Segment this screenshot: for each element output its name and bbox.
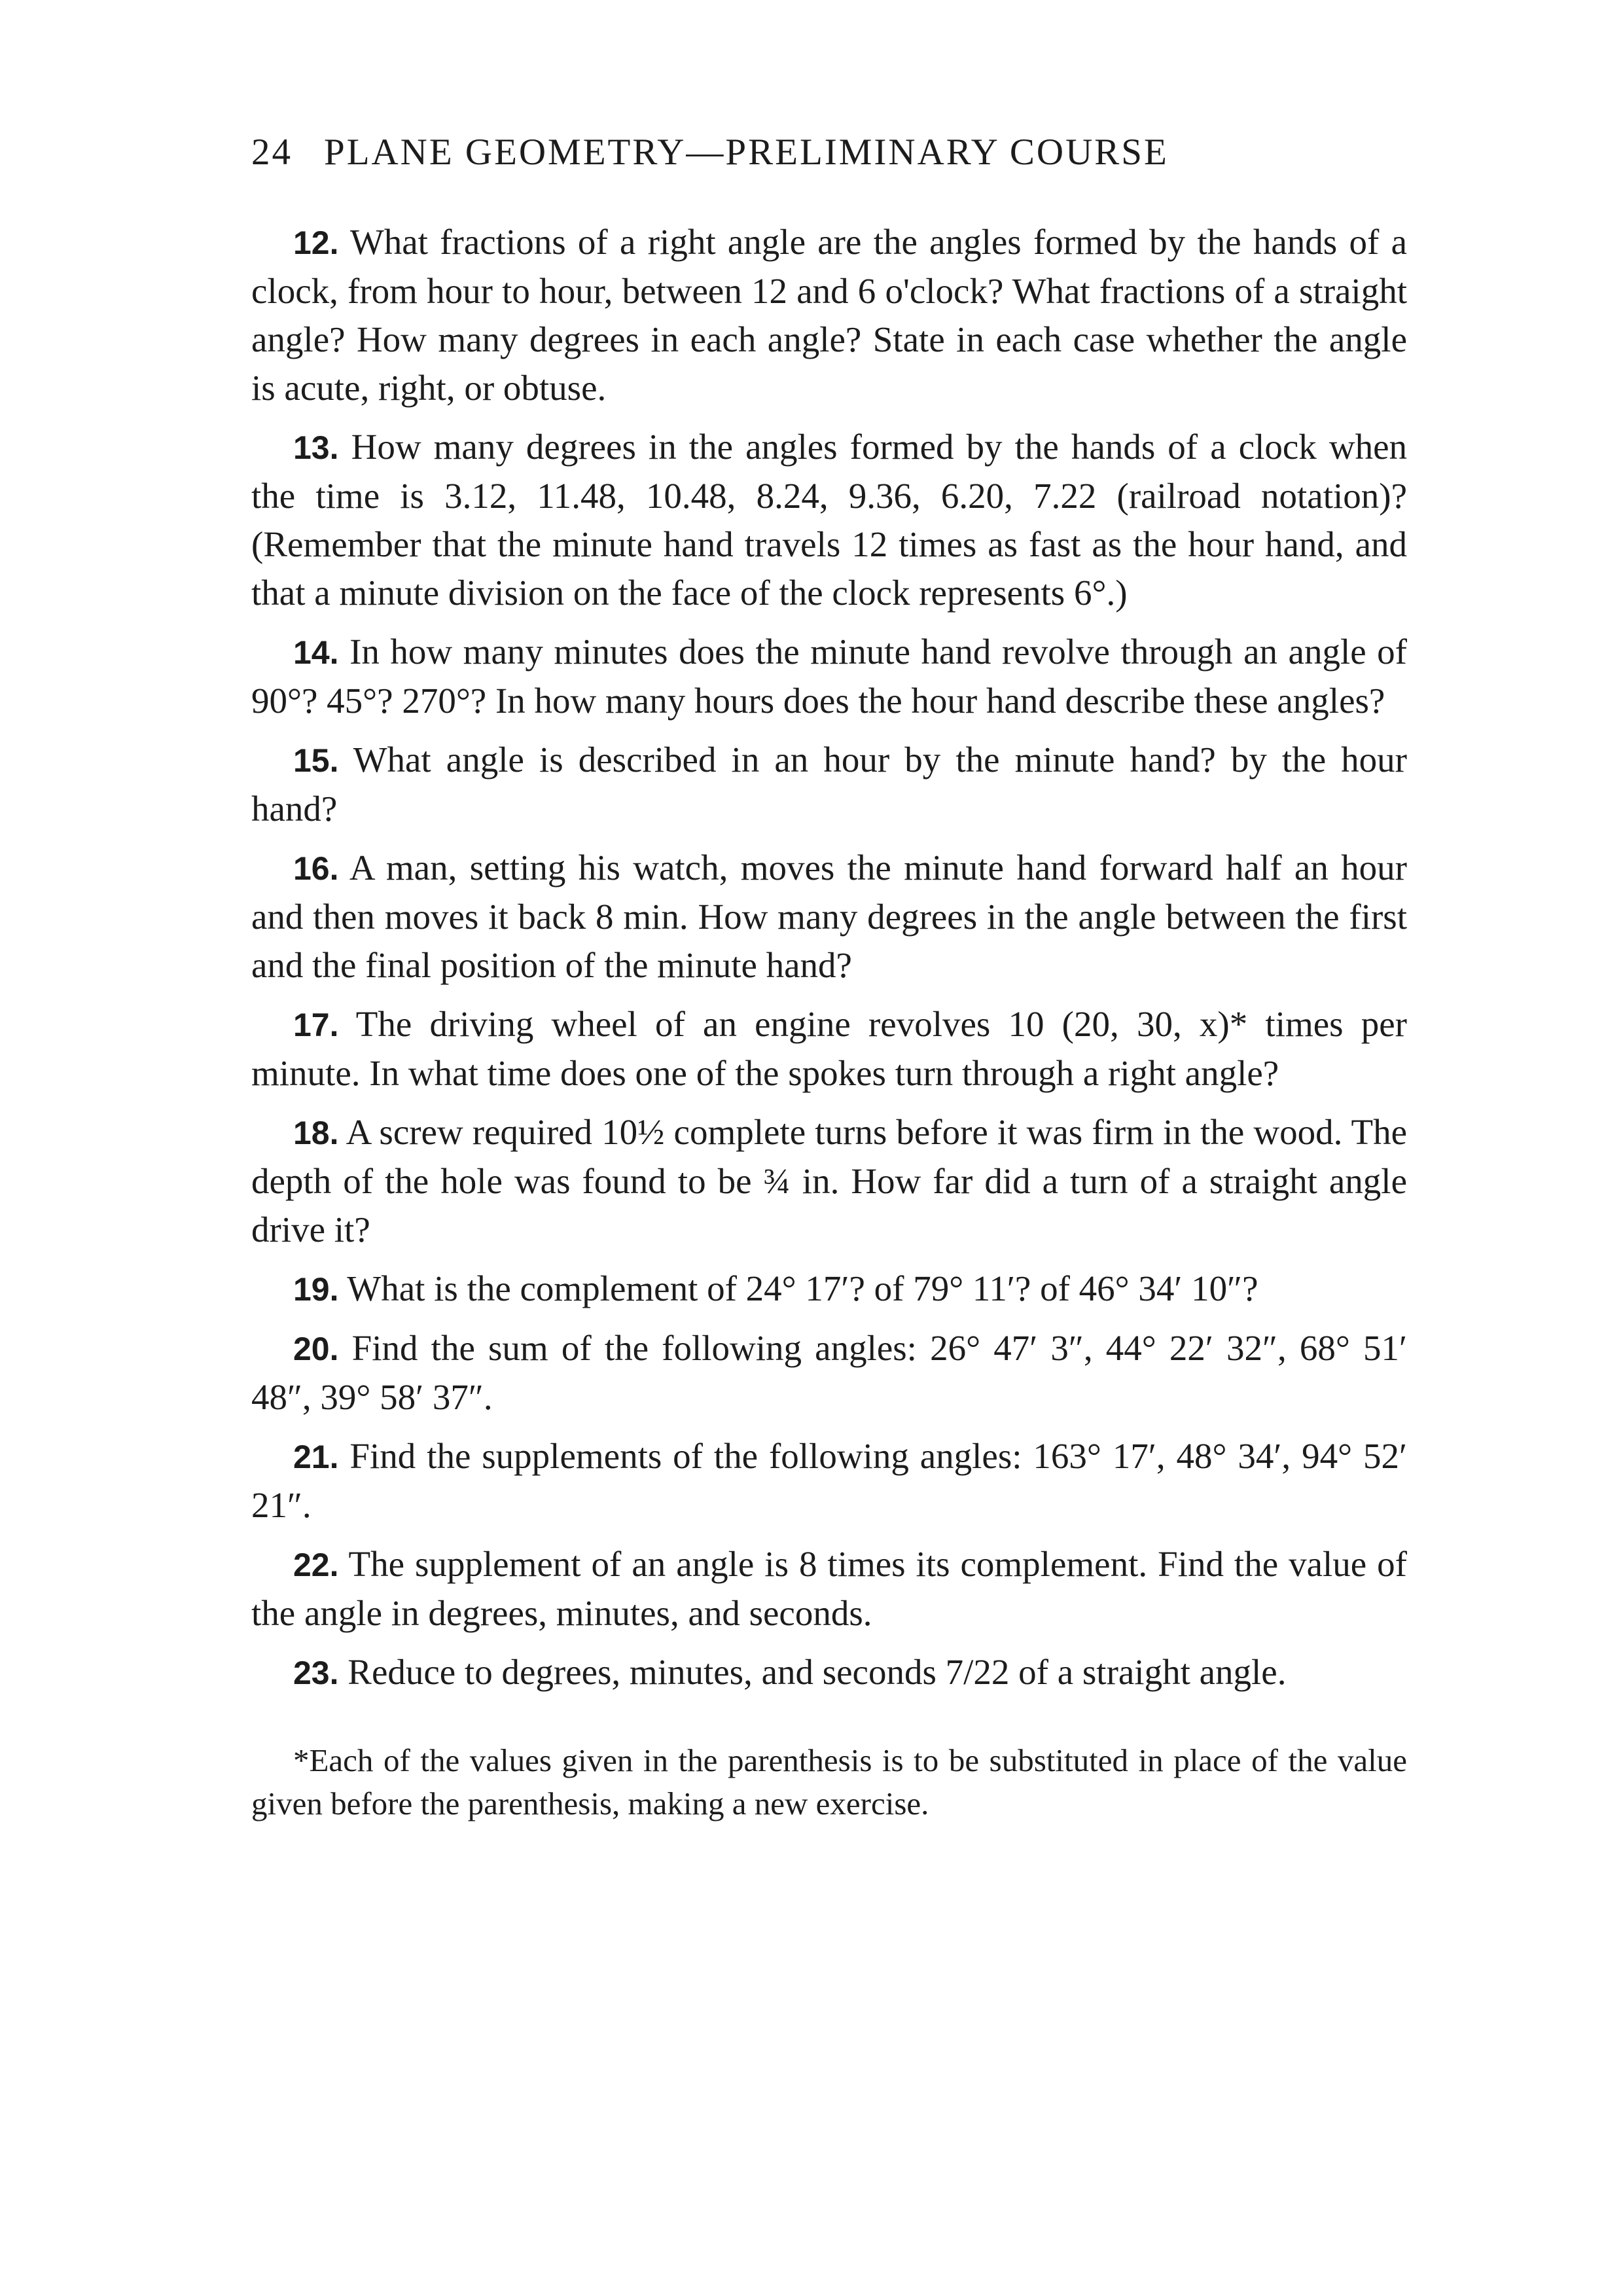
exercise-text: What angle is described in an hour by the minute hand? by the hour hand? bbox=[251, 740, 1407, 829]
exercise-18 bbox=[251, 1108, 1407, 1254]
exercise-number: 22. bbox=[293, 1547, 339, 1583]
exercise-number: 15. bbox=[293, 742, 339, 779]
exercise-21 bbox=[251, 1432, 1407, 1530]
exercise-number: 14. bbox=[293, 634, 339, 671]
exercise-text: How many degrees in the angles formed by the hands of a clock when the time is 3.12, 11.48, 10.48, 8.24, 9.36, 6.20, 7.22 (railroad notation)? (Remember that the minute hand travels 12 times as fast as the hour hand, and that a minute division on the face of the clock represents 6°.) bbox=[251, 427, 1408, 613]
exercise-number: 19. bbox=[293, 1271, 339, 1308]
exercise-19 bbox=[251, 1265, 1407, 1314]
running-title: PLANE GEOMETRY—PRELIMINARY COURSE bbox=[324, 132, 1169, 173]
exercise-12 bbox=[251, 218, 1407, 412]
exercise-number: 16. bbox=[293, 850, 339, 887]
exercise-number: 20. bbox=[293, 1331, 339, 1367]
exercise-list bbox=[251, 218, 1407, 1857]
exercise-text: A screw required 10½ complete turns before it was firm in the wood. The depth of the hole was found to be ¾ in. How far did a turn of a straight angle drive it? bbox=[251, 1112, 1407, 1249]
exercise-text: A man, setting his watch, moves the minute hand forward half an hour and then moves it back 8 min. How many degrees in the angle between the first and the final position of the minute hand? bbox=[251, 848, 1407, 985]
exercise-17 bbox=[251, 1000, 1407, 1098]
exercise-text: Find the supplements of the following angles: 163° 17′, 48° 34′, 94° 52′ 21″. bbox=[251, 1436, 1407, 1525]
exercise-number: 12. bbox=[293, 224, 339, 261]
exercise-number: 13. bbox=[293, 429, 339, 466]
exercise-20 bbox=[251, 1324, 1407, 1422]
exercise-22 bbox=[251, 1540, 1407, 1638]
exercise-text: The supplement of an angle is 8 times its complement. Find the value of the angle in degrees, minutes, and seconds. bbox=[251, 1544, 1407, 1633]
exercise-14 bbox=[251, 628, 1407, 725]
exercise-text: What fractions of a right angle are the angles formed by the hands of a clock, from hour to hour, between 12 and 6 o'clock? What fractions of a straight angle? How many degrees in each angle? State in each case whether the angle is acute, right, or obtuse. bbox=[251, 222, 1407, 408]
exercise-15 bbox=[251, 736, 1407, 833]
exercise-text: Reduce to degrees, minutes, and seconds 7/22 of a straight angle. bbox=[348, 1652, 1287, 1692]
exercise-16 bbox=[251, 844, 1407, 990]
exercise-text: Find the sum of the following angles: 26° 47′ 3″, 44° 22′ 32″, 68° 51′ 48″, 39° 58′ 37″. bbox=[251, 1328, 1408, 1417]
running-header bbox=[251, 131, 1410, 173]
exercise-number: 18. bbox=[293, 1115, 339, 1151]
exercise-23 bbox=[251, 1648, 1407, 1697]
exercise-number: 23. bbox=[293, 1655, 339, 1691]
exercise-number: 21. bbox=[293, 1439, 339, 1475]
exercise-text: In how many minutes does the minute hand revolve through an angle of 90°? 45°? 270°? In how many hours does the hour hand describe these angles? bbox=[251, 632, 1408, 721]
exercise-13 bbox=[251, 423, 1407, 617]
exercise-text: What is the complement of 24° 17′? of 79° 11′? of 46° 34′ 10″? bbox=[347, 1268, 1258, 1308]
footnote: *Each of the values given in the parenthesis is to be substituted in place of the value given before the parenthesis, making a new exercise. bbox=[251, 1742, 1407, 1821]
exercise-text: The driving wheel of an engine revolves 10 (20, 30, x)* times per minute. In what time does one of the spokes turn through a right angle? bbox=[251, 1004, 1407, 1093]
exercise-number: 17. bbox=[293, 1007, 339, 1043]
page-number: 24 bbox=[251, 132, 293, 173]
